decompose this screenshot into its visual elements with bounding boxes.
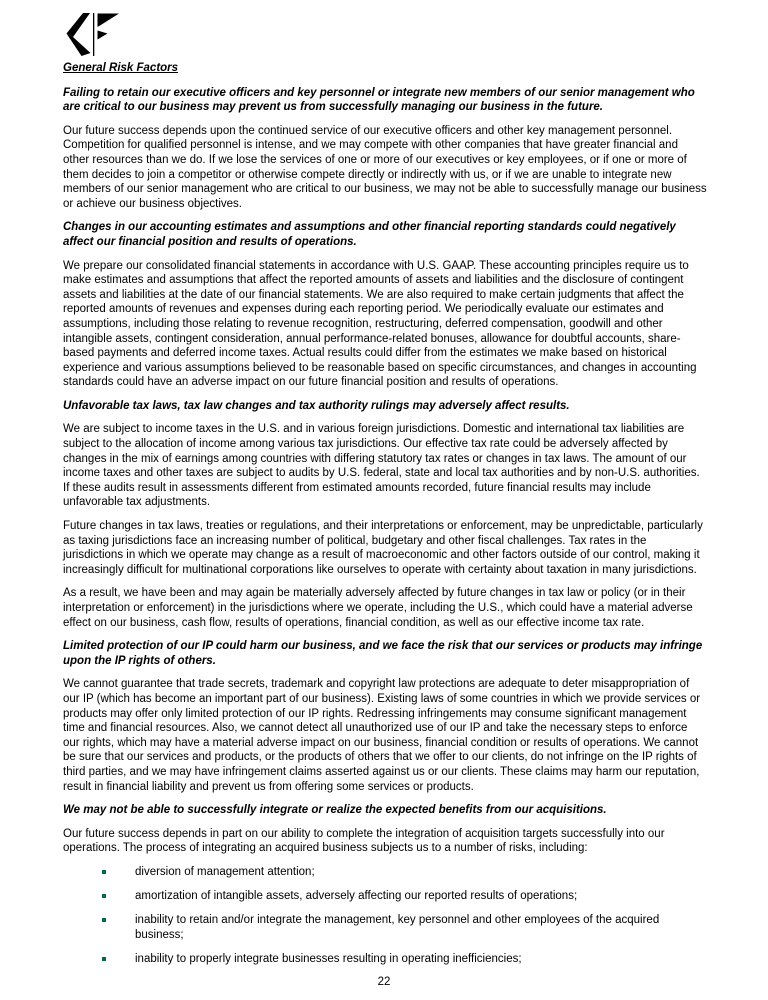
- risk-factor-heading: Changes in our accounting estimates and assumptions and other financial reporting standards could negatively affect our financial position and results of operations.: [63, 221, 676, 248]
- korn-ferry-logo-icon: [66, 13, 124, 56]
- bullet-item: inability to properly integrate businesses resulting in operating inefficiencies;: [63, 952, 707, 967]
- risk-factor-heading: Limited protection of our IP could harm our business, and we face the risk that our services or products may infringe upon the IP rights of others.: [63, 640, 703, 667]
- document-content: [63, 61, 707, 976]
- section-title: General Risk Factors: [63, 62, 179, 74]
- body-paragraph: Future changes in tax laws, treaties or regulations, and their interpretations or enforcement, may be unpredictable, particularly as taxing jurisdictions face an increasing number of political, budgetary and other fiscal challenges. Tax rates in the jurisdictions in which we operate may change as a result of macroeconomic and other factors outside of our control, making it increasingly difficult for multinational corporations like ourselves to operate with certainty about taxation in many jurisdictions.: [63, 520, 703, 576]
- risk-factor-heading: Failing to retain our executive officers and key personnel or integrate new members of our senior management who are critical to our business may prevent us from successfully managing our business in the future.: [63, 86, 695, 114]
- document-blocks: [63, 86, 707, 967]
- body-paragraph: We prepare our consolidated financial statements in accordance with U.S. GAAP. These accounting principles require us to make estimates and assumptions that affect the reported amounts of assets and liabilities and the disclosure of contingent assets and liabilities at the date of our financial statements. We are also required to make certain judgments that affect the reported amounts of revenues and expenses during each reporting period. We periodically evaluate our estimates and assumptions, including those relating to revenue recognition, restructuring, deferred compensation, goodwill and other intangible assets, contingent consideration, annual performance-related bonuses, allowance for doubtful accounts, share-based payments and deferred income taxes. Actual results could differ from the estimates we make based on historical experience and various assumptions believed to be reasonable based on specific circumstances, and changes in accounting standards could have an adverse impact on our future financial position and results of operations.: [63, 259, 697, 389]
- bullet-item: amortization of intangible assets, adversely affecting our reported results of operations;: [63, 889, 707, 904]
- body-paragraph: Our future success depends in part on our ability to complete the integration of acquisition targets successfully into our operations. The process of integrating an acquired business subjects us to a number of risks, including:: [63, 827, 665, 855]
- bullet-item: diversion of management attention;: [63, 865, 707, 880]
- bullet-list: [63, 865, 707, 966]
- body-paragraph: We cannot guarantee that trade secrets, trademark and copyright law protections are adequate to deter misappropriation of our IP (which has become an important part of our business). Existing laws of some countries in which we provide services or products may offer only limited protection of our IP rights. Redressing infringements may consume significant management time and financial resources. Also, we cannot detect all unauthorized use of our IP and take the necessary steps to enforce our rights, which may have a material adverse impact on our business, financial condition or results of operations. We cannot be sure that our services and products, or the products of others that we offer to our clients, do not infringe on the IP rights of third parties, and we may have infringement claims asserted against us or our clients. These claims may harm our reputation, result in financial liability and prevent us from offering some services or products.: [63, 678, 701, 793]
- risk-factor-heading: We may not be able to successfully integrate or realize the expected benefits from our acquisitions.: [63, 804, 607, 817]
- korn-ferry-monogram-logo: [66, 13, 124, 56]
- body-paragraph: As a result, we have been and may again be materially adversely affected by future changes in tax law or policy (or in their interpretation or enforcement) in the jurisdictions where we operate, including the U.S., which could have a material adverse effect on our business, cash flow, results of operations, financial condition, as well as our effective income tax rate.: [63, 587, 693, 629]
- page-number: 22: [377, 976, 391, 988]
- risk-factor-heading: Unfavorable tax laws, tax law changes and tax authority rulings may adversely affect results.: [63, 399, 570, 412]
- body-paragraph: We are subject to income taxes in the U.S. and in various foreign jurisdictions. Domestic and international tax liabilities are subject to the allocation of income among various tax jurisdictions. Our effective tax rate could be adversely affected by changes in the mix of earnings among countries with differing statutory tax rates or changes in tax laws. The amount of our income taxes and other taxes are subject to audits by U.S. federal, state and local tax authorities and by non-U.S. authorities. If these audits result in assessments different from estimated amounts recorded, future financial results may include unfavorable tax adjustments.: [63, 423, 700, 509]
- body-paragraph: Our future success depends upon the continued service of our executive officers and other key management personnel. Competition for qualified personnel is intense, and we may compete with other companies that have greater financial and other resources than we do. If we lose the services of one or more of our executives or key employees, or if one or more of them decides to join a competitor or otherwise compete directly or indirectly with us, or if we are unable to integrate new members of our senior management who are critical to our business, we may not be able to successfully manage our business or achieve our business objectives.: [63, 124, 707, 210]
- bullet-item: inability to retain and/or integrate the management, key personnel and other employees of the acquired business;: [63, 913, 707, 942]
